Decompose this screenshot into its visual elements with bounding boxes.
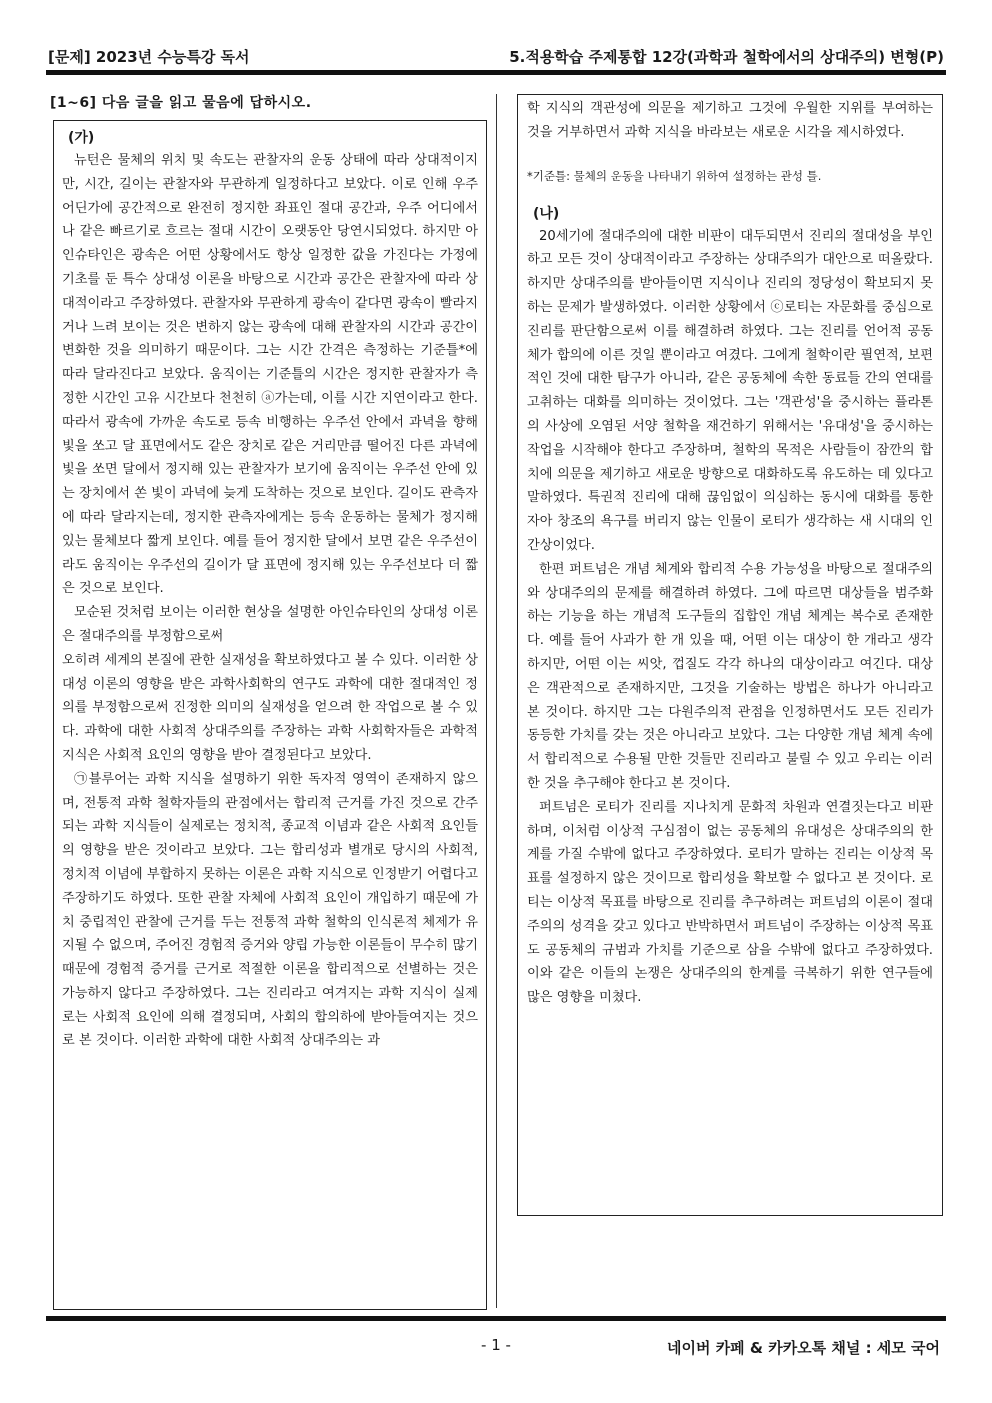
passage-na-label: (나) [533, 205, 560, 222]
header-left-title: [문제] 2023년 수능특강 독서 [48, 48, 250, 66]
passage-ga-continuation: 학 지식의 객관성에 의문을 제기하고 그것에 우월한 지위를 부여하는 것을 거부하면서 과학 지식을 바라보는 새로운 시각을 제시하였다. [527, 101, 933, 140]
passage-na-paragraph-1: 20세기에 절대주의에 대한 비판이 대두되면서 진리의 절대성을 부인하고 모든 것이 상대적이라고 주장하는 상대주의가 대안으로 떠올랐다. 하지만 상대주의를 받아들이면 지식이나 진리의 정당성이 확보되지 못하는 문제가 발생하였다. 이러한 상황에서 ⓒ로티는 자문화를 중심으로 진리를 판단함으로써 이를 해결하려 하였다. 그는 진리를 언어적 공동체가 합의에 이른 것일 뿐이라고 여겼다. 그에게 철학이란 필연적, 보편적인 것에 대한 탐구가 아니라, 같은 공동체에 속한 동료들 간의 연대를 고취하는 대화를 의미하는 것이었다. 그는 '객관성'을 중시하는 플라톤의 사상에 오염된 서양 철학을 재건하기 위해서는 '유대성'을 중시하는 작업을 시작해야 한다고 주장하며, 철학의 목적은 사람들이 잠깐의 합치에 의문을 제기하고 새로운 방향으로 대화하도록 유도하는 데 있다고 말하였다. 특권적 진리에 대해 끊임없이 의심하는 동시에 대화를 통한 자아 창조의 욕구를 버리지 않는 인물이 로티가 생각하는 새 시대의 인간상이었다. [527, 228, 933, 553]
passage-ga-paragraph-4: ㉠블루어는 과학 지식을 설명하기 위한 독자적 영역이 존재하지 않으며, 전통적 과학 철학자들의 관점에서는 합리적 근거를 가진 것으로 간주되는 과학 지식들이 실제로는 정치적, 종교적 이념과 같은 사회적 요인들의 영향을 받은 것이라고 보았다. 그는 합리성과 별개로 당시의 사회적, 정치적 이념에 부합하지 못하는 이론은 과학 지식으로 인정받기 어렵다고 주장하기도 하였다. 또한 관찰 자체에 사회적 요인이 개입하기 때문에 가치 중립적인 관찰에 근거를 두는 전통적 과학 철학의 인식론적 체제가 유지될 수 없으며, 주어진 경험적 증거와 양립 가능한 이론들이 무수히 많기 때문에 경험적 증거를 근거로 적절한 이론을 합리적으로 선별하는 것은 가능하지 않다고 주장하였다. 그는 진리라고 여겨지는 과학 지식이 실제로는 사회적 요인에 의해 결정되며, 사회의 합의하에 받아들여지는 것으로 본 것이다. 이러한 과학에 대한 사회적 상대주의는 과 [62, 771, 478, 1049]
question-instruction: [1~6] 다음 글을 읽고 물음에 답하시오. [50, 95, 312, 111]
header-right-title: 5.적용학습 주제통합 12강(과학과 철학에서의 상대주의) 변형(P) [509, 48, 944, 66]
passage-ga-paragraph-2: 모순된 것처럼 보이는 이러한 현상을 설명한 아인슈타인의 상대성 이론은 절대주의를 부정함으로써 [62, 605, 478, 644]
footnote: *기준틀: 물체의 운동을 나타내기 위하여 설정하는 관성 틀. [527, 168, 822, 183]
passage-right-box [517, 94, 943, 1216]
passage-ga-paragraph-3: 오히려 세계의 본질에 관한 실재성을 확보하였다고 볼 수 있다. 이러한 상대성 이론의 영향을 받은 과학사회학의 연구도 과학에 대한 절대적인 정의를 부정함으로써 진정한 의미의 실재성을 얻으려 한 작업으로 볼 수 있다. 과학에 대한 사회적 상대주의를 주장하는 과학 사회학자들은 과학적 지식은 사회적 요인의 영향을 받아 결정된다고 보았다. [62, 652, 478, 763]
passage-ga-label: (가) [68, 130, 95, 146]
page-number: - 1 - [481, 1336, 511, 1354]
column-divider [496, 94, 497, 1308]
passage-ga-box [53, 120, 487, 1310]
header-rule [46, 70, 946, 75]
passage-na-paragraph-2: 한편 퍼트넘은 개념 체계와 합리적 수용 가능성을 바탕으로 절대주의와 상대주의의 문제를 해결하려 하였다. 그에 따르면 대상들을 범주화하는 기능을 하는 개념적 도구들의 집합인 개념 체계는 복수로 존재한다. 예를 들어 사과가 한 개 있을 때, 어떤 이는 대상이 한 개라고 생각하지만, 어떤 이는 씨앗, 껍질도 각각 하나의 대상이라고 여긴다. 대상은 객관적으로 존재하지만, 그것을 기술하는 방법은 하나가 아니라고 본 것이다. 하지만 그는 다원주의적 관점을 인정하면서도 모든 진리가 동등한 가치를 갖는 것은 아니라고 보았다. 그는 다양한 개념 체계 속에서 합리적으로 수용될 만한 것들만 진리라고 불릴 수 있고 우리는 이러한 것을 추구해야 한다고 본 것이다. [527, 561, 933, 791]
footer-channel-text: 네이버 카페 & 카카오톡 채널 : 세모 국어 [667, 1339, 940, 1357]
passage-ga-paragraph-1: 뉴턴은 물체의 위치 및 속도는 관찰자의 운동 상태에 따라 상대적이지만, 시간, 길이는 관찰자와 무관하게 일정하다고 보았다. 이로 인해 우주 어딘가에 공간적으로 완전히 정지한 좌표인 절대 공간과, 우주 어디에서나 같은 빠르기로 흐르는 절대 시간이 오랫동안 당연시되었다. 하지만 아인슈타인은 광속은 어떤 상황에서도 항상 일정한 값을 가진다는 가정에 기초를 둔 특수 상대성 이론을 바탕으로 시간과 공간은 관찰자에 따라 상대적이라고 주장하였다. 관찰자와 무관하게 광속이 같다면 광속이 빨라지거나 느려 보이는 것은 변하지 않는 광속에 대해 관찰자의 시간과 공간이 변화한 것을 의미하기 때문이다. 그는 시간 간격은 측정하는 기준틀*에 따라 달라진다고 보았다. 움직이는 기준틀의 시간은 정지한 관찰자가 측정한 시간인 고유 시간보다 천천히 ⓐ가는데, 이를 시간 지연이라고 한다. 따라서 광속에 가까운 속도로 등속 비행하는 우주선 안에서 과녁을 향해 빛을 쏘고 달 표면에서도 같은 장치로 같은 거리만큼 떨어진 다른 과녁에 빛을 쏘면 달에서 정지해 있는 관찰자가 보기에 움직이는 우주선 안에 있는 장치에서 쏜 빛이 과녁에 늦게 도착하는 것으로 보인다. 길이도 관측자에 따라 달라지는데, 정지한 관측자에게는 등속 운동하는 물체가 정지해 있는 물체보다 짧게 보인다. 예를 들어 정지한 달에서 보면 같은 우주선이라도 움직이는 우주선의 길이가 달 표면에 정지해 있는 우주선보다 더 짧은 것으로 보인다. [62, 153, 478, 597]
footer-rule [46, 1316, 946, 1321]
passage-na-paragraph-3: 퍼트넘은 로티가 진리를 지나치게 문화적 차원과 연결짓는다고 비판하며, 이처럼 이상적 구심점이 없는 공동체의 유대성은 상대주의의 한계를 가질 수밖에 없다고 주장하였다. 로티가 말하는 진리는 이상적 목표를 설정하지 않은 것이므로 합리성을 확보할 수 없다고 본 것이다. 로티는 이상적 목표를 바탕으로 진리를 추구하려는 퍼트넘의 이론이 절대주의의 성격을 갖고 있다고 반박하면서 퍼트넘이 주장하는 이상적 목표도 공동체의 규범과 가치를 기준으로 삼을 수밖에 없다고 주장하였다. 이와 같은 이들의 논쟁은 상대주의의 한계를 극복하기 위한 연구들에 많은 영향을 미쳤다. [527, 799, 933, 1006]
